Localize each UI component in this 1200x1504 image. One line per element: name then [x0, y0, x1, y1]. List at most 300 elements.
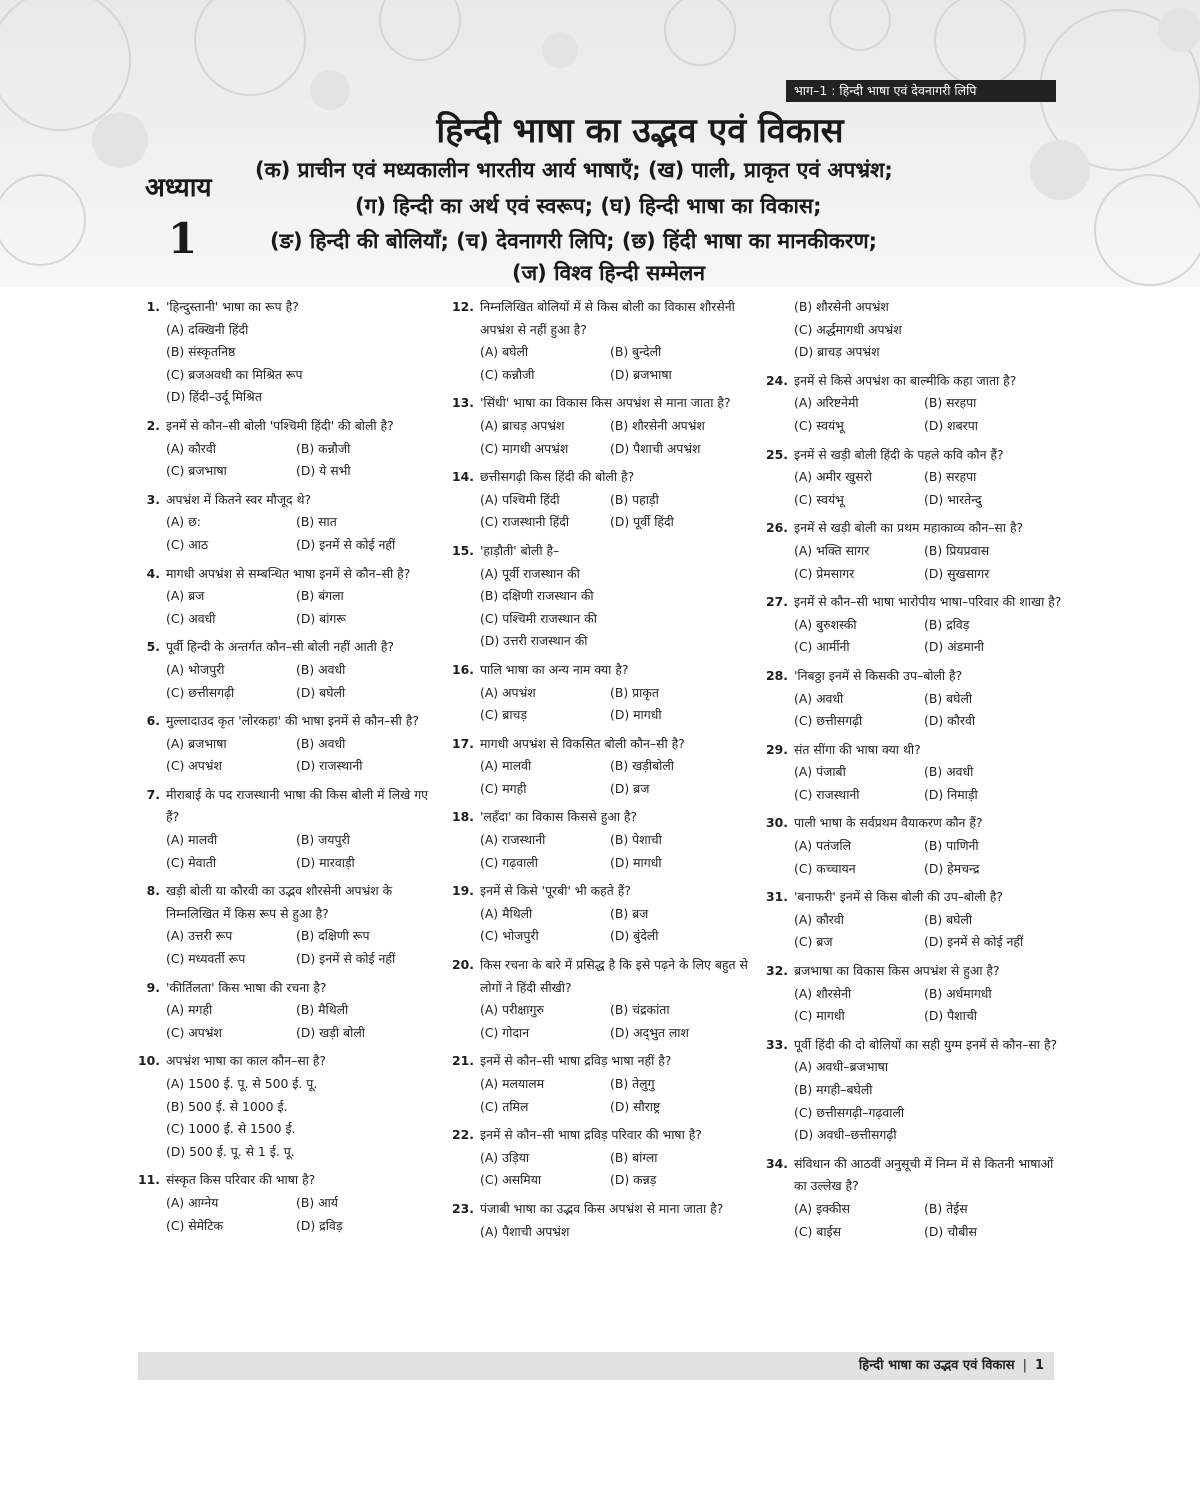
question-text: 'कीर्तिलता' किस भाषा की रचना है?: [166, 979, 327, 995]
option: (C) बाईस: [794, 1223, 842, 1239]
option: (C) गढ़वाली: [480, 854, 538, 870]
option-row: [764, 392, 1069, 415]
question-text: पंजाबी भाषा का उद्भव किस अपभ्रंश से माना जाता है?: [480, 1200, 724, 1216]
option: (C) छत्तीसगढ़ी–गढ़वाली: [794, 1104, 905, 1120]
option: (B) मगही–बघेली: [794, 1082, 873, 1097]
chapter-title: हिन्दी भाषा का उद्भव एवं विकास: [436, 111, 844, 151]
option: (A) मलयालम: [480, 1076, 545, 1091]
option-row: [764, 858, 1069, 881]
option: (D) द्रविड़: [296, 1217, 343, 1233]
option: (A) अरिष्टनेमी: [794, 395, 859, 411]
footer-separator: |: [1022, 1358, 1027, 1373]
option-row: [764, 710, 1069, 733]
part-label: भाग–1 : हिन्दी भाषा एवं देवनागरी लिपि: [786, 80, 1056, 102]
option: (D) बुंदेली: [610, 928, 659, 944]
option-row: [450, 438, 755, 461]
option: (B) बुन्देली: [610, 344, 662, 360]
question-number: 6.: [146, 713, 160, 729]
question-item: [450, 880, 755, 903]
option: (C) छत्तीसगढ़ी: [794, 713, 863, 729]
option: (A) राजस्थानी: [480, 832, 546, 848]
option-row: [136, 511, 441, 534]
option: (A) पूर्वी राजस्थान की: [480, 565, 580, 581]
option: (D) ये सभी: [296, 463, 351, 479]
question-text: खड़ी बोली या कौरवी का उद्भव शौरसेनी अपभ्रंश के निम्नलिखित में किस रूप से हुआ है?: [166, 883, 393, 921]
question-number: 1.: [146, 299, 160, 314]
option-row: [764, 761, 1069, 784]
option: (A) भोजपुरी: [166, 661, 225, 677]
option: (C) सेमेटिक: [166, 1217, 224, 1233]
question-item: [450, 296, 755, 341]
option: (B) कन्नौजी: [296, 440, 351, 456]
question-text: इनमें से कौन–सी बोली 'पश्चिमी हिंदी' की बोली है?: [166, 417, 394, 433]
question-text: 'हिन्दुस्तानी' भाषा का रूप है?: [166, 299, 299, 314]
option: (C) स्वयंभू: [794, 417, 844, 433]
option: (D) सुखसागर: [924, 565, 990, 581]
question-number: 13.: [452, 395, 474, 411]
option: (B) खड़ीबोली: [610, 758, 674, 774]
option: (C) मेवाती: [166, 854, 217, 870]
option: (A) इक्कीस: [794, 1200, 851, 1216]
question-number: 18.: [452, 809, 474, 825]
question-item: [136, 710, 441, 733]
option: (C) मध्यवर्ती रूप: [166, 951, 246, 967]
option-row: [450, 1096, 755, 1119]
question-number: 8.: [146, 883, 160, 899]
option-row: [136, 438, 441, 461]
question-number: 32.: [766, 963, 788, 979]
option: (B) प्राकृत: [610, 684, 659, 700]
option-row: [450, 415, 755, 438]
option: (A) उड़िया: [480, 1149, 530, 1165]
option: (A) बुरुशस्की: [794, 616, 857, 632]
question-text: पूर्वी हिंदी की दो बोलियों का सही युग्म इनमें से कौन–सा है?: [794, 1036, 1058, 1052]
option: (D) इनमें से कोई नहीं: [296, 536, 396, 552]
option: (D) मागधी: [610, 707, 662, 723]
option-row: [450, 925, 755, 948]
question-number: 9.: [146, 979, 160, 995]
question-text: इनमें से किसे अपभ्रंश का बाल्मीकि कहा जाता है?: [794, 372, 1017, 388]
question-number: 14.: [452, 469, 474, 485]
option: (D) अवधी–छत्तीसगढ़ी: [794, 1127, 897, 1143]
option: (B) द्रविड़: [924, 616, 970, 632]
question-text: इनमें से कौन–सी भाषा द्रविड़ भाषा नहीं है?: [480, 1053, 672, 1069]
option: (B) अर्धमागधी: [924, 985, 992, 1001]
question-text: मागधी अपभ्रंश से सम्बन्धित भाषा इनमें से कौन–सी है?: [166, 565, 411, 581]
option: (A) अमीर खुसरो: [794, 469, 872, 485]
option: (B) चंद्रकांता: [610, 1002, 670, 1018]
option-row: [764, 636, 1069, 659]
option: (D) उत्तरी राजस्थान की: [480, 633, 588, 649]
option: (D) कौरवी: [924, 713, 976, 729]
option: (B) जयपुरी: [296, 832, 350, 848]
option-row: [764, 563, 1069, 586]
question-item: [764, 517, 1069, 540]
option: (C) अर्द्धमागधी अपभ्रंश: [794, 321, 902, 337]
option: (B) तेईस: [924, 1200, 968, 1216]
option: (D) चौबीस: [924, 1223, 977, 1239]
question-item: [450, 1124, 755, 1147]
question-item: [450, 806, 755, 829]
question-text: अपभ्रंश में कितने स्वर मौजूद थे?: [166, 491, 312, 507]
question-item: [136, 636, 441, 659]
option: (D) सौराष्ट्र: [610, 1098, 661, 1114]
option: (C) अपभ्रंश: [166, 1024, 222, 1040]
question-item: [450, 733, 755, 756]
question-number: 11.: [138, 1172, 160, 1188]
option: (B) बघेली: [924, 690, 973, 706]
question-text: 'हाड़ौती' बोली है–: [480, 542, 560, 558]
option: (B) ब्रज: [610, 905, 649, 921]
question-number: 23.: [452, 1200, 474, 1216]
option: (D) खड़ी बोली: [296, 1024, 365, 1040]
question-item: [764, 960, 1069, 983]
option: (B) दक्षिणी रूप: [296, 928, 370, 944]
option: (A) पंजाबी: [794, 764, 846, 780]
option-row: [450, 489, 755, 512]
option-row: [136, 829, 441, 852]
question-item: [450, 466, 755, 489]
question-item: [136, 1169, 441, 1192]
question-number: 27.: [766, 594, 788, 610]
question-item: [136, 489, 441, 512]
option: (A) पैशाची अपभ्रंश: [480, 1223, 570, 1239]
chapter-number: 1: [168, 214, 198, 263]
question-text: संत सींगा की भाषा क्या थी?: [794, 741, 921, 757]
question-column-1: [136, 296, 441, 1237]
option: (D) ब्रज: [610, 780, 650, 796]
question-number: 15.: [452, 542, 474, 558]
option: (B) मैथिली: [296, 1002, 349, 1018]
question-item: [450, 954, 755, 999]
option: (C) ब्रजभाषा: [166, 463, 227, 479]
option-row: [136, 925, 441, 948]
option-row: [764, 489, 1069, 512]
question-number: 5.: [146, 639, 160, 655]
option-row: [764, 466, 1069, 489]
option: (A) कौरवी: [166, 440, 216, 456]
option: (C) राजस्थानी: [794, 786, 860, 802]
question-item: [136, 563, 441, 586]
option-row: [450, 903, 755, 926]
option: (C) अपभ्रंश: [166, 758, 222, 774]
option: (C) तमिल: [480, 1098, 529, 1114]
option: (D) मागधी: [610, 854, 662, 870]
option: (C) कन्नौजी: [480, 366, 535, 382]
option: (D) निमाड़ी: [924, 786, 978, 802]
question-column-2: [450, 296, 755, 1243]
question-number: 26.: [766, 520, 788, 536]
subtitle-line: (क) प्राचीन एवं मध्यकालीन भारतीय आर्य भाषाएँ; (ख) पाली, प्राकृत एवं अपभ्रंश;: [255, 158, 893, 182]
option-row: [764, 784, 1069, 807]
option-row: [450, 682, 755, 705]
option: (B) शौरसेनी अपभ्रंश: [794, 299, 889, 314]
option: (C) मगही: [480, 780, 527, 796]
option: (C) स्वयंभू: [794, 491, 844, 507]
option: (B) बंगला: [296, 588, 344, 604]
question-text: इनमें से कौन–सी भाषा द्रविड़ परिवार की भाषा है?: [480, 1127, 702, 1143]
option: (C) आठ: [166, 536, 209, 552]
option-row: [764, 835, 1069, 858]
question-item: [136, 296, 441, 319]
option-row: [450, 1022, 755, 1045]
option: (C) ब्रजअवधी का मिश्रित रूप: [166, 366, 303, 382]
option-row: [136, 585, 441, 608]
option: (D) अंडमानी: [924, 639, 984, 655]
question-item: [136, 880, 441, 925]
option-row: [764, 1005, 1069, 1028]
option-row: [136, 999, 441, 1022]
option: (B) पहाड़ी: [610, 491, 659, 507]
option-row: [136, 534, 441, 557]
chapter-banner: [0, 0, 1200, 287]
option: (A) पतंजलि: [794, 838, 851, 854]
option-row: [136, 1022, 441, 1045]
subtitle-line: (ग) हिन्दी का अर्थ एवं स्वरूप; (घ) हिन्दी भाषा का विकास;: [355, 194, 822, 218]
option: (C) पश्चिमी राजस्थान की: [480, 610, 597, 626]
subtitle-line: (ज) विश्व हिन्दी सम्मेलन: [512, 261, 706, 285]
option-row: [450, 1169, 755, 1192]
option: (A) परीक्षागुरु: [480, 1002, 544, 1018]
question-text: छत्तीसगढ़ी किस हिंदी की बोली है?: [480, 469, 635, 485]
option: (D) इनमें से कोई नहीं: [924, 934, 1024, 950]
option-row: [450, 755, 755, 778]
option-row: [450, 1073, 755, 1096]
option: (A) अवधी–ब्रजभाषा: [794, 1059, 889, 1075]
option: (C) छत्तीसगढ़ी: [166, 684, 235, 700]
option-row: [450, 829, 755, 852]
question-number: 21.: [452, 1053, 474, 1069]
question-text: निम्नलिखित बोलियों में से किस बोली का विकास शौरसेनी अपभ्रंश से नहीं हुआ है?: [480, 299, 735, 337]
question-text: संस्कृत किस परिवार की भाषा है?: [166, 1172, 316, 1188]
question-item: [450, 1050, 755, 1073]
question-text: संविधान की आठवीं अनुसूची में निम्न में से कितनी भाषाओं का उल्लेख है?: [794, 1155, 1054, 1194]
footer-text: [859, 1352, 1044, 1380]
question-text: मागधी अपभ्रंश से विकसित बोली कौन–सी है?: [480, 735, 685, 751]
option: (C) राजस्थानी हिंदी: [480, 514, 570, 530]
question-number: 25.: [766, 446, 788, 462]
option-row: [450, 852, 755, 875]
option: (C) ब्राचड़: [480, 707, 528, 723]
option: (C) कच्चायन: [794, 860, 856, 876]
question-number: 4.: [146, 565, 160, 581]
question-item: [764, 739, 1069, 762]
option-row: [764, 931, 1069, 954]
question-number: 33.: [766, 1036, 788, 1052]
question-text: 'निबठ्ठा इनमें से किसकी उप–बोली है?: [794, 667, 963, 683]
option: (A) ब्राचड़ अपभ्रंश: [480, 417, 565, 433]
option: (C) अवधी: [166, 610, 216, 626]
option: (C) ब्रज: [794, 934, 833, 950]
option: (D) हिंदी–उर्दू मिश्रित: [166, 389, 262, 405]
option: (A) ब्रज: [166, 588, 205, 604]
option-row: [764, 415, 1069, 438]
option-row: [450, 511, 755, 534]
question-text: पूर्वी हिन्दी के अन्तर्गत कौन–सी बोली नहीं आती है?: [166, 639, 394, 655]
question-text: अपभ्रंश भाषा का काल कौन–सा है?: [166, 1053, 327, 1069]
option: (B) बघेली: [924, 911, 973, 927]
question-text: किस रचना के बारे में प्रसिद्ध है कि इसे पढ़ने के लिए बहुत से लोगों ने हिंदी सीखी?: [480, 957, 748, 995]
option: (D) अद्‌भुत लाश: [610, 1024, 689, 1040]
option-row: [136, 1215, 441, 1238]
option-row: [764, 540, 1069, 563]
question-number: 28.: [766, 667, 788, 683]
option-row: [450, 341, 755, 364]
option: (B) पाणिनी: [924, 838, 979, 854]
question-number: 17.: [452, 735, 474, 751]
option: (B) अवधी: [296, 735, 346, 751]
option: (A) आग्नेय: [166, 1194, 219, 1210]
option: (A) अवधी: [794, 690, 844, 706]
question-number: 22.: [452, 1127, 474, 1143]
question-item: [764, 1153, 1069, 1198]
question-item: [764, 812, 1069, 835]
question-number: 19.: [452, 883, 474, 899]
question-number: 2.: [146, 417, 160, 433]
option-row: [136, 948, 441, 971]
option: (C) मागधी अपभ्रंश: [480, 440, 569, 456]
question-text: इनमें से खड़ी बोली हिंदी के पहले कवि कौन हैं?: [794, 446, 1004, 462]
question-text: मीराबाई के पद राजस्थानी भाषा की किस बोली में लिखे गए हैं?: [166, 786, 429, 825]
option: (B) सात: [296, 514, 337, 530]
option: (B) शौरसेनी अपभ्रंश: [610, 417, 705, 433]
option: (D) 500 ई. पू. से 1 ई. पू.: [166, 1143, 295, 1159]
question-text: 'सिंधी' भाषा का विकास किस अपभ्रंश से माना जाता है?: [480, 395, 731, 411]
option: (A) पश्चिमी हिंदी: [480, 491, 560, 507]
question-text: पाली भाषा के सर्वप्रथम वैयाकरण कौन हैं?: [794, 815, 983, 831]
option-row: [450, 364, 755, 387]
question-item: [450, 392, 755, 415]
question-item: [764, 591, 1069, 614]
option-row: [764, 614, 1069, 637]
question-item: [450, 1198, 755, 1221]
option-row: [136, 852, 441, 875]
option: (A) मालवी: [166, 832, 218, 848]
option-row: [764, 909, 1069, 932]
option-row: [450, 778, 755, 801]
option: (B) सरहपा: [924, 469, 977, 485]
option-row: [136, 682, 441, 705]
option: (B) तेलुगु: [610, 1076, 655, 1091]
question-number: 12.: [452, 299, 474, 314]
question-item: [764, 665, 1069, 688]
option: (B) अवधी: [296, 661, 346, 677]
footer-title: हिन्दी भाषा का उद्भव एवं विकास: [858, 1358, 1015, 1373]
question-text: ब्रजभाषा का विकास किस अपभ्रंश से हुआ है?: [794, 963, 1000, 979]
question-number: 29.: [766, 741, 788, 757]
option: (A) अपभ्रंश: [480, 684, 536, 700]
option: (B) अवधी: [924, 764, 974, 780]
option: (D) राजस्थानी: [296, 758, 363, 774]
option: (A) मालवी: [480, 758, 532, 774]
option-row: [764, 688, 1069, 711]
question-number: 30.: [766, 815, 788, 831]
option: (B) 500 ई. से 1000 ई.: [166, 1098, 288, 1114]
option: (C) 1000 ई. से 1500 ई.: [166, 1121, 296, 1137]
question-number: 16.: [452, 661, 474, 677]
subtitle-line: (ङ) हिन्दी की बोलियाँ; (च) देवनागरी लिपि; (छ) हिंदी भाषा का मानकीकरण;: [270, 229, 878, 253]
question-number: 10.: [138, 1053, 160, 1069]
option: (C) प्रेमसागर: [794, 565, 855, 581]
option-row: [764, 1221, 1069, 1244]
option: (D) मारवाड़ी: [296, 854, 355, 870]
question-item: [764, 886, 1069, 909]
option: (A) ब्रजभाषा: [166, 735, 227, 751]
option: (C) असमिया: [480, 1172, 542, 1188]
question-item: [136, 415, 441, 438]
question-item: [764, 444, 1069, 467]
option: (D) पैशाची अपभ्रंश: [610, 440, 701, 456]
option: (A) 1500 ई. पू. से 500 ई. पू.: [166, 1076, 318, 1091]
option: (B) दक्षिणी राजस्थान की: [480, 588, 594, 604]
option: (A) छ:: [166, 514, 201, 530]
option: (D) ब्रजभाषा: [610, 366, 672, 382]
option: (D) कन्नड़: [610, 1172, 657, 1188]
option-row: [450, 704, 755, 727]
chapter-label: अध्याय: [145, 173, 212, 203]
option: (A) दक्खिनी हिंदी: [166, 321, 249, 337]
question-text: इनमें से किसे 'पूरबी' भी कहते हैं?: [480, 883, 631, 899]
option: (D) इनमें से कोई नहीं: [296, 951, 396, 967]
option: (D) हेमचन्द्र: [924, 860, 980, 876]
page-footer: [138, 1352, 1054, 1380]
question-item: [450, 659, 755, 682]
option: (B) प्रियप्रवास: [924, 542, 990, 558]
question-number: 3.: [146, 491, 160, 507]
question-number: 20.: [452, 957, 474, 973]
option: (A) बघेली: [480, 344, 529, 360]
option: (A) उत्तरी रूप: [166, 928, 233, 944]
option: (B) संस्कृतनिष्ठ: [166, 344, 236, 360]
question-item: [136, 784, 441, 829]
question-item: [136, 1050, 441, 1073]
question-text: इनमें से खड़ी बोली का प्रथम महाकाव्य कौन–सा है?: [794, 520, 1024, 536]
option-row: [136, 608, 441, 631]
option: (D) ब्राचड़ अपभ्रंश: [794, 344, 880, 360]
option: (A) शौरसेनी: [794, 985, 852, 1001]
option: (C) मागधी: [794, 1008, 845, 1024]
option: (D) बघेली: [296, 684, 346, 700]
option: (C) आर्मीनी: [794, 639, 850, 655]
option: (A) मैथिली: [480, 905, 533, 921]
option: (D) भारतेन्दु: [924, 491, 982, 507]
option: (C) गोदान: [480, 1024, 530, 1040]
question-text: इनमें से कौन–सी भाषा भारोपीय भाषा–परिवार की शाखा है?: [794, 594, 1062, 610]
option-row: [764, 983, 1069, 1006]
option: (A) मगही: [166, 1002, 213, 1018]
question-text: पालि भाषा का अन्य नाम क्या है?: [480, 661, 629, 677]
question-number: 31.: [766, 889, 788, 905]
option: (D) बांगरू: [296, 610, 347, 626]
question-number: 34.: [766, 1155, 788, 1171]
option-row: [764, 1198, 1069, 1221]
option-row: [450, 999, 755, 1022]
option: (D) शबरपा: [924, 417, 978, 433]
option: (D) पूर्वी हिंदी: [610, 514, 674, 530]
question-text: 'बनाफरी' इनमें से किस बोली की उप–बोली है?: [794, 889, 1003, 905]
question-item: [764, 370, 1069, 393]
option-row: [136, 1192, 441, 1215]
question-item: [764, 1034, 1069, 1057]
option: (B) बांग्ला: [610, 1149, 658, 1165]
option-row: [136, 460, 441, 483]
page-number: 1: [1034, 1358, 1044, 1373]
option-row: [136, 733, 441, 756]
option: (B) आर्य: [296, 1194, 338, 1210]
question-item: [136, 977, 441, 1000]
question-number: 24.: [766, 372, 788, 388]
question-number: 7.: [146, 786, 160, 802]
